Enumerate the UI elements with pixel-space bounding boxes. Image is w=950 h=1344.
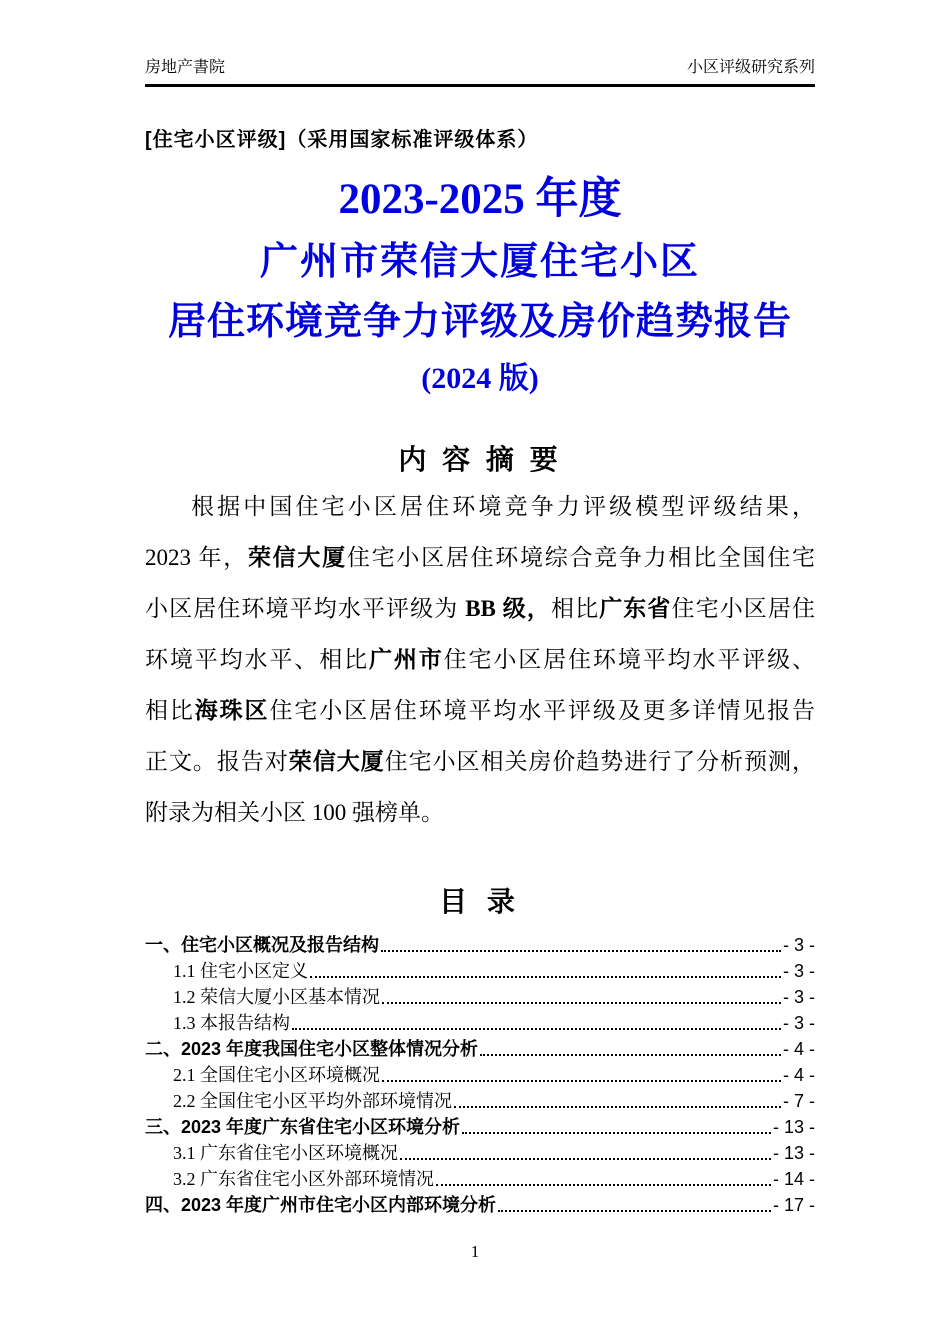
summary-text-segment: 小区居住环境平均水平评级为 [145, 596, 466, 621]
summary-text-segment: 根据中国住宅小区居住环境竞争力评级模型评级结果， [191, 494, 815, 519]
toc-item [145, 1062, 815, 1088]
summary-text-segment: 住宅小区居住环境平均水平评级及更多详情见报告 [269, 698, 816, 723]
toc-item [145, 1140, 815, 1166]
header-rule [145, 84, 815, 87]
toc-heading: 目 录 [439, 886, 521, 917]
toc-page-number: - 3 - [782, 1013, 815, 1033]
toc-list [145, 932, 815, 1218]
toc-item-label: 3.2 广东省住宅小区外部环境情况 [173, 1169, 434, 1189]
page-number: 1 [470, 1242, 480, 1261]
summary-bold-segment: 海珠区 [194, 698, 270, 723]
summary-text-segment: 相比 [145, 698, 195, 723]
toc-item-label: 一、住宅小区概况及报告结构 [145, 935, 379, 955]
toc-page-number: - 14 - [772, 1169, 815, 1189]
report-title-years: 2023-2025 年度 [338, 176, 622, 223]
toc-item-label: 四、2023 年度广州市住宅小区内部环境分析 [145, 1195, 497, 1215]
toc-item-label: 1.2 荣信大厦小区基本情况 [173, 987, 380, 1007]
summary-bold-segment: 荣信大厦 [288, 749, 385, 774]
summary-line [145, 736, 815, 787]
toc-dotted-leader [380, 1062, 783, 1088]
summary-bold-segment: 广东省 [599, 596, 672, 621]
toc-page-number: - 13 - [772, 1143, 815, 1163]
toc-page-number: - 3 - [782, 987, 815, 1007]
toc-dotted-leader [290, 1010, 783, 1036]
toc-item-label: 1.3 本报告结构 [173, 1013, 290, 1033]
summary-text-segment: 住宅小区居住环境综合竞争力相比全国住宅 [346, 545, 816, 570]
summary-line [145, 787, 815, 838]
summary-line [145, 685, 815, 736]
toc-page-number: - 17 - [772, 1195, 815, 1215]
summary-text-segment: 相比 [550, 596, 600, 621]
toc-dotted-leader [398, 1140, 773, 1166]
toc-item [145, 932, 815, 958]
toc-page-number: - 4 - [782, 1065, 815, 1085]
toc-page-number: - 4 - [782, 1039, 815, 1059]
rating-system-tagline: [住宅小区评级]（采用国家标准评级体系） [145, 129, 539, 151]
toc-item [145, 1036, 815, 1062]
toc-page-number: - 13 - [772, 1117, 815, 1137]
toc-item [145, 1166, 815, 1192]
toc-page-number: - 7 - [782, 1091, 815, 1111]
header-right-text: 小区评级研究系列 [686, 59, 815, 76]
toc-dotted-leader [434, 1166, 773, 1192]
summary-line [145, 532, 815, 583]
summary-paragraph [145, 481, 815, 838]
report-title-subject: 居住环境竞争力评级及房价趋势报告 [167, 301, 792, 343]
toc-item [145, 1010, 815, 1036]
summary-text-segment: 住宅小区居住 [671, 596, 816, 621]
report-title-edition: (2024 版) [421, 362, 539, 395]
toc-item-label: 2.1 全国住宅小区环境概况 [173, 1065, 380, 1085]
toc-item-label: 三、2023 年度广东省住宅小区环境分析 [145, 1117, 461, 1137]
toc-item [145, 984, 815, 1010]
page-header [145, 0, 815, 79]
toc-item-label: 1.1 住宅小区定义 [173, 961, 308, 981]
summary-heading: 内 容 摘 要 [398, 444, 562, 475]
header-left-text: 房地产書院 [145, 59, 226, 76]
summary-text-segment: 环境平均水平、相比 [145, 647, 369, 672]
toc-item [145, 1088, 815, 1114]
toc-item-label: 二、2023 年度我国住宅小区整体情况分析 [145, 1039, 479, 1059]
toc-page-number: - 3 - [782, 935, 815, 955]
summary-text-segment: 附录为相关小区 100 强榜单。 [145, 800, 444, 825]
summary-text-segment: 2023 年， [145, 545, 248, 570]
toc-item-label: 3.1 广东省住宅小区环境概况 [173, 1143, 398, 1163]
summary-line [145, 634, 815, 685]
toc-item [145, 958, 815, 984]
summary-bold-segment: 广州市 [368, 647, 444, 672]
toc-dotted-leader [380, 984, 783, 1010]
summary-text-segment: 正文。报告对 [145, 749, 289, 774]
toc-item-label: 2.2 全国住宅小区平均外部环境情况 [173, 1091, 452, 1111]
toc-dotted-leader [452, 1088, 783, 1114]
summary-line [145, 481, 815, 532]
summary-bold-segment: BB 级， [465, 596, 551, 621]
toc-page-number: - 3 - [782, 961, 815, 981]
summary-text-segment: 住宅小区相关房价趋势进行了分析预测， [384, 749, 816, 774]
summary-bold-segment: 荣信大厦 [247, 545, 347, 570]
summary-text-segment: 住宅小区居住环境平均水平评级、 [443, 647, 816, 672]
toc-dotted-leader [496, 1192, 773, 1218]
toc-item [145, 1114, 815, 1140]
toc-item [145, 1192, 815, 1218]
summary-line [145, 583, 815, 634]
toc-dotted-leader [460, 1114, 773, 1140]
toc-dotted-leader [308, 958, 783, 984]
toc-dotted-leader [379, 932, 783, 958]
report-title-community: 广州市荣信大厦住宅小区 [259, 241, 700, 283]
toc-dotted-leader [478, 1036, 783, 1062]
